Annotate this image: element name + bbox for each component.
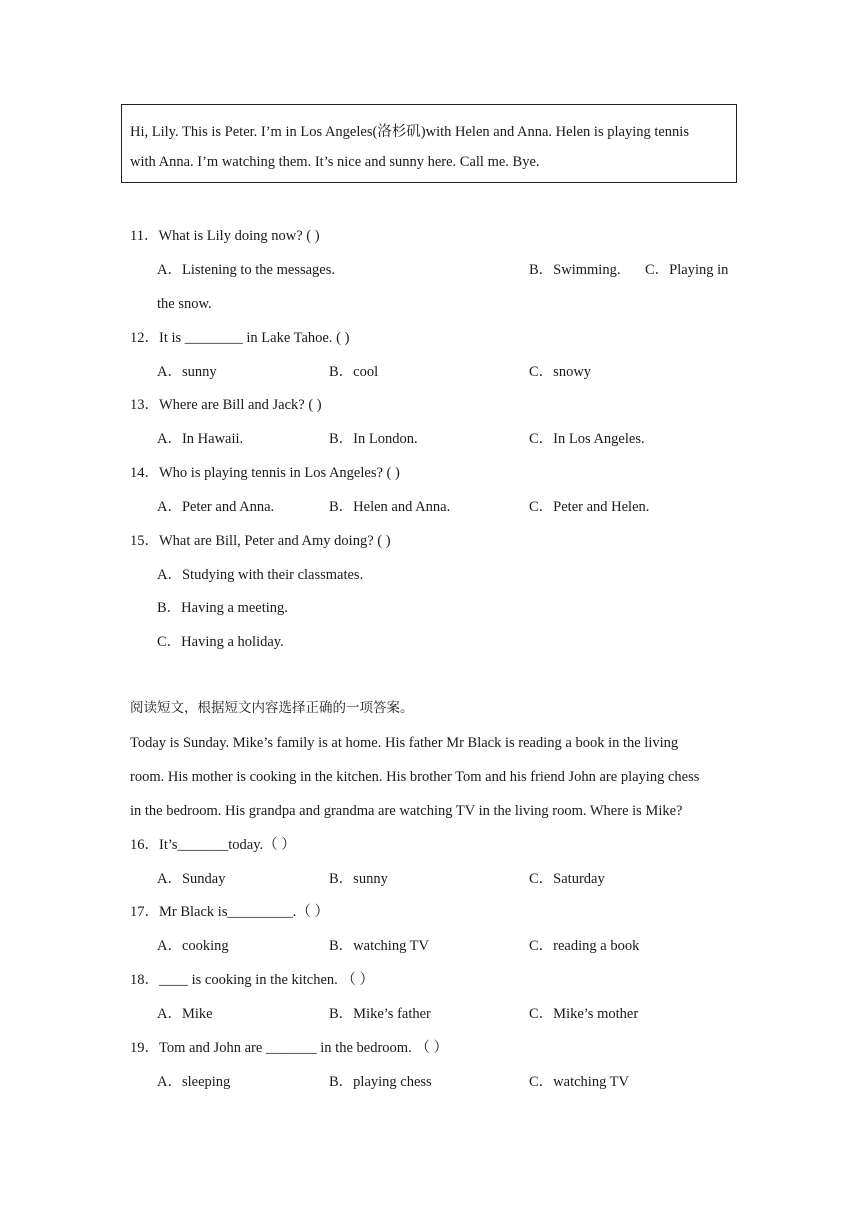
question-13-option-c: C．In Los Angeles.: [529, 431, 645, 447]
passage-line-3: in the bedroom. His grandpa and grandma are watching TV in the living room. Where is Mike?: [130, 803, 683, 819]
question-19-option-a: A．sleeping: [157, 1074, 231, 1090]
question-11-stem: 11．What is Lily doing now? ( ): [130, 228, 320, 244]
question-14-option-c: C．Peter and Helen.: [529, 499, 650, 515]
section-instruction: 阅读短文，根据短文内容选择正确的一项答案。: [130, 700, 414, 716]
message-line-2: with Anna. I’m watching them. It’s nice and sunny here. Call me. Bye.: [130, 154, 540, 170]
question-13-option-b: B．In London.: [329, 431, 418, 447]
message-line-1: Hi, Lily. This is Peter. I’m in Los Angeles(洛杉矶)with Helen and Anna. Helen is playing tennis: [130, 124, 689, 140]
question-15-option-c: C．Having a holiday.: [157, 634, 284, 650]
question-12-stem: 12．It is ________ in Lake Tahoe. ( ): [130, 330, 350, 346]
question-17-stem: 17．Mr Black is_________.（ ）: [130, 904, 329, 920]
question-17-option-c: C．reading a book: [529, 938, 640, 954]
question-12-option-b: B．cool: [329, 364, 379, 380]
question-14-stem: 14．Who is playing tennis in Los Angeles? ( ): [130, 465, 400, 481]
question-19-option-c: C．watching TV: [529, 1074, 630, 1090]
question-13-stem: 13．Where are Bill and Jack? ( ): [130, 397, 322, 413]
question-18-option-c: C．Mike’s mother: [529, 1006, 639, 1022]
question-14-option-b: B．Helen and Anna.: [329, 499, 451, 515]
question-14-option-a: A．Peter and Anna.: [157, 499, 275, 515]
question-17-option-a: A．cooking: [157, 938, 229, 954]
question-11-option-c-continued: the snow.: [157, 296, 212, 312]
message-box: [121, 104, 737, 183]
question-19-option-b: B．playing chess: [329, 1074, 432, 1090]
question-12-option-a: A．sunny: [157, 364, 217, 380]
question-15-option-a: A．Studying with their classmates.: [157, 567, 364, 583]
question-16-stem: 16．It’s_______today.（ ）: [130, 837, 296, 853]
question-16-option-a: A．Sunday: [157, 871, 226, 887]
question-18-stem: 18．____ is cooking in the kitchen. （ ）: [130, 972, 375, 988]
question-15-stem: 15．What are Bill, Peter and Amy doing? ( ): [130, 533, 391, 549]
passage-line-1: Today is Sunday. Mike’s family is at home. His father Mr Black is reading a book in the living: [130, 735, 679, 751]
question-13-option-a: A．In Hawaii.: [157, 431, 244, 447]
passage-line-2: room. His mother is cooking in the kitchen. His brother Tom and his friend John are playing chess: [130, 769, 700, 785]
question-19-stem: 19．Tom and John are _______ in the bedroom. （ ）: [130, 1040, 448, 1056]
question-18-option-a: A．Mike: [157, 1006, 213, 1022]
question-16-option-c: C．Saturday: [529, 871, 605, 887]
question-15-option-b: B．Having a meeting.: [157, 600, 288, 616]
question-18-option-b: B．Mike’s father: [329, 1006, 431, 1022]
question-11-option-b: B．Swimming.: [529, 262, 621, 278]
question-16-option-b: B．sunny: [329, 871, 388, 887]
question-12-option-c: C．snowy: [529, 364, 592, 380]
question-17-option-b: B．watching TV: [329, 938, 430, 954]
question-11-option-c: C．Playing in: [645, 262, 729, 278]
question-11-option-a: A．Listening to the messages.: [157, 262, 336, 278]
